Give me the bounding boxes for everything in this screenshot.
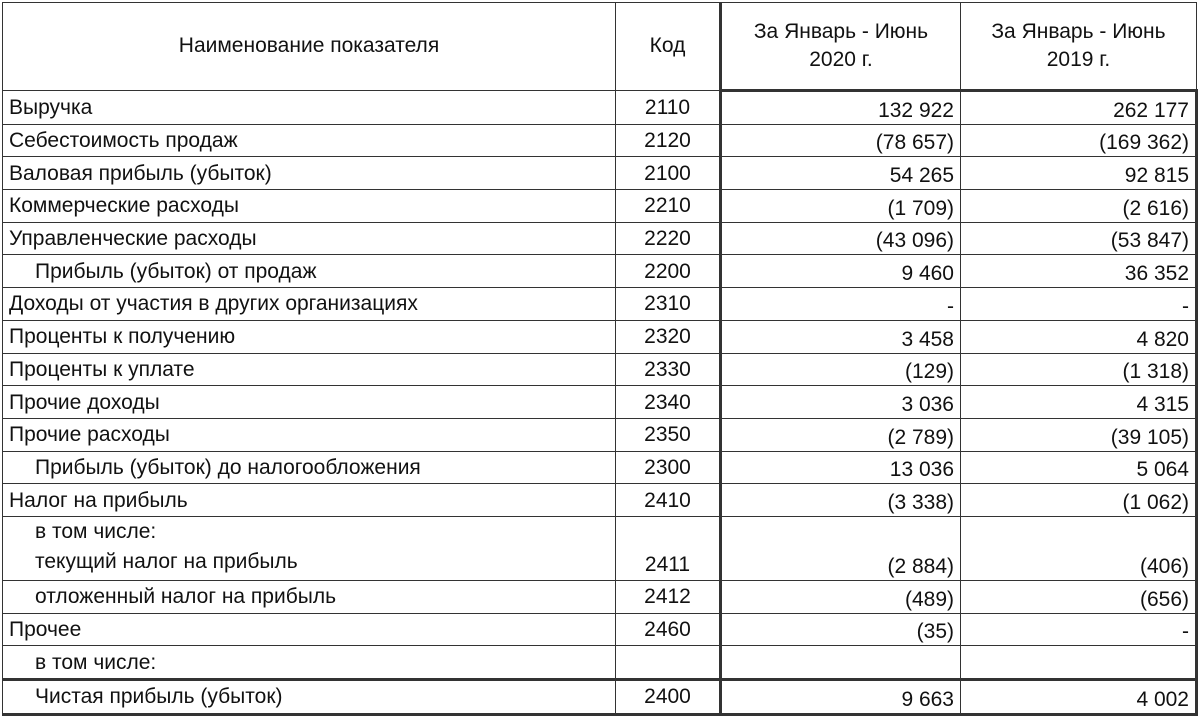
table-row	[3, 418, 1197, 451]
row-value-2019: (656)	[961, 580, 1197, 613]
row-name: Прочие расходы	[3, 418, 616, 451]
row-name-text: текущий налог на прибыль	[35, 549, 298, 573]
table-row	[3, 190, 1197, 223]
row-name: Проценты к получению	[3, 320, 616, 353]
row-value-2020: (3 338)	[721, 484, 961, 517]
table-row	[3, 646, 1197, 680]
table-row	[3, 580, 1197, 613]
row-name: Прибыль (убыток) от продаж	[3, 255, 616, 288]
row-value-2019: 4 820	[961, 320, 1197, 353]
row-name: Валовая прибыль (убыток)	[3, 157, 616, 190]
row-value-2019: 92 815	[961, 157, 1197, 190]
row-value-2020: (1 709)	[721, 190, 961, 223]
row-code	[616, 646, 721, 680]
row-value-2020: 132 922	[721, 91, 961, 125]
income-statement-table	[2, 2, 1198, 716]
row-name: Прочее	[3, 613, 616, 646]
row-name: Проценты к уплате	[3, 353, 616, 386]
row-value-2020: (35)	[721, 613, 961, 646]
row-code: 2210	[616, 190, 721, 223]
row-name: Коммерческие расходы	[3, 190, 616, 223]
row-code: 2460	[616, 613, 721, 646]
row-value-2020: 9 663	[721, 680, 961, 715]
row-value-2019: (53 847)	[961, 222, 1197, 255]
row-value-2019: 36 352	[961, 255, 1197, 288]
table-row	[3, 157, 1197, 190]
row-value-2020: (489)	[721, 580, 961, 613]
row-value-2020: 3 036	[721, 386, 961, 419]
header-period-2020	[721, 3, 961, 91]
table-row	[3, 451, 1197, 484]
table-row	[3, 255, 1197, 288]
row-name: в том числе:	[3, 646, 616, 680]
row-code: 2410	[616, 484, 721, 517]
row-code: 2120	[616, 124, 721, 157]
header-period-2020-line1: За Январь - Июнь	[753, 19, 929, 43]
table-row-total	[3, 680, 1197, 715]
row-value-2019: 262 177	[961, 91, 1197, 125]
row-code: 2412	[616, 580, 721, 613]
row-value-2020: (129)	[721, 353, 961, 386]
row-value-2019: (39 105)	[961, 418, 1197, 451]
row-name: Прочие доходы	[3, 386, 616, 419]
row-code: 2300	[616, 451, 721, 484]
table-row	[3, 222, 1197, 255]
row-value-2020	[721, 646, 961, 680]
table-row	[3, 91, 1197, 125]
row-code: 2110	[616, 91, 721, 125]
header-period-2019-line2: 2019 г.	[1046, 48, 1111, 71]
row-value-2020: (2 884)	[721, 516, 961, 580]
row-name	[3, 516, 616, 580]
row-value-2020: 13 036	[721, 451, 961, 484]
row-code: 2411	[616, 516, 721, 580]
row-code: 2340	[616, 386, 721, 419]
table-header-row	[3, 3, 1197, 91]
row-name: Себестоимость продаж	[3, 124, 616, 157]
row-code: 2310	[616, 288, 721, 321]
row-code: 2100	[616, 157, 721, 190]
table-row	[3, 320, 1197, 353]
row-name: Налог на прибыль	[3, 484, 616, 517]
row-value-2019: (169 362)	[961, 124, 1197, 157]
row-value-2020: (43 096)	[721, 222, 961, 255]
table-row	[3, 353, 1197, 386]
row-value-2020: 3 458	[721, 320, 961, 353]
header-code: Код	[616, 3, 721, 91]
row-value-2020: (2 789)	[721, 418, 961, 451]
row-code: 2400	[616, 680, 721, 715]
row-subheading: в том числе:	[35, 519, 157, 543]
row-name: Доходы от участия в других организациях	[3, 288, 616, 321]
row-value-2020: 9 460	[721, 255, 961, 288]
table-row	[3, 386, 1197, 419]
table-row	[3, 124, 1197, 157]
row-value-2019: (1 318)	[961, 353, 1197, 386]
row-code: 2200	[616, 255, 721, 288]
row-value-2020: (78 657)	[721, 124, 961, 157]
row-value-2019: (1 062)	[961, 484, 1197, 517]
row-value-2019	[961, 646, 1197, 680]
row-value-2019: 4 002	[961, 680, 1197, 715]
header-name: Наименование показателя	[3, 3, 616, 91]
row-value-2020: -	[721, 288, 961, 321]
row-code: 2350	[616, 418, 721, 451]
row-value-2019: -	[961, 613, 1197, 646]
header-period-2020-line2: 2020 г.	[809, 48, 873, 71]
row-value-2019: 4 315	[961, 386, 1197, 419]
row-value-2019: (2 616)	[961, 190, 1197, 223]
table-row	[3, 288, 1197, 321]
table-row	[3, 516, 1197, 580]
row-value-2019: 5 064	[961, 451, 1197, 484]
row-name: Чистая прибыль (убыток)	[3, 680, 616, 715]
row-value-2020: 54 265	[721, 157, 961, 190]
row-name: Управленческие расходы	[3, 222, 616, 255]
table-row	[3, 484, 1197, 517]
header-period-2019-line1: За Январь - Июнь	[991, 19, 1166, 43]
row-value-2019: (406)	[961, 516, 1197, 580]
row-name: Выручка	[3, 91, 616, 125]
row-name: Прибыль (убыток) до налогообложения	[3, 451, 616, 484]
row-value-2019: -	[961, 288, 1197, 321]
header-period-2019	[961, 3, 1197, 91]
row-name: отложенный налог на прибыль	[3, 580, 616, 613]
table-row	[3, 613, 1197, 646]
row-code: 2320	[616, 320, 721, 353]
row-code: 2330	[616, 353, 721, 386]
row-code: 2220	[616, 222, 721, 255]
